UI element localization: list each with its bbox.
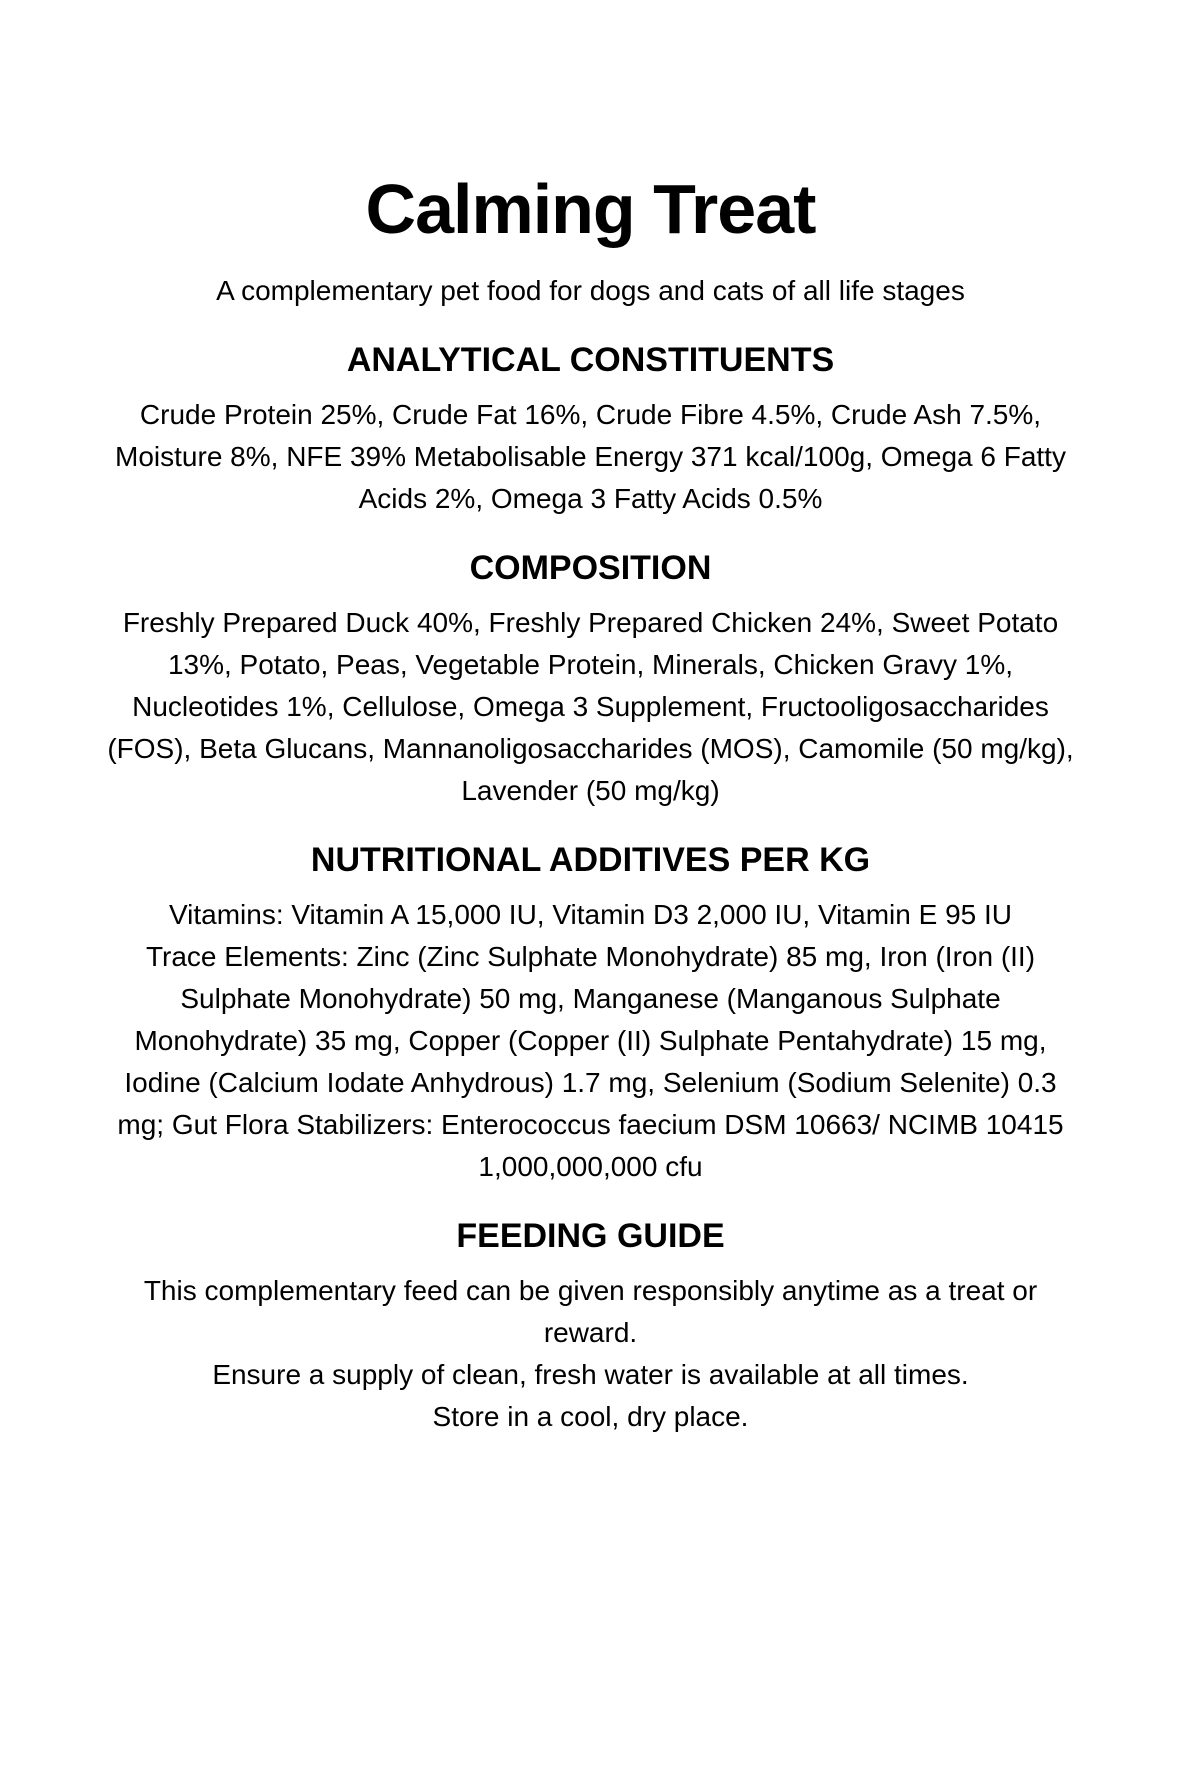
section-analytical-constituents (103, 338, 1078, 520)
analytical-constituents-body (103, 394, 1078, 520)
composition-body (103, 602, 1078, 812)
feeding-guide-treat-text: This complementary feed can be given responsibly anytime as a treat or reward. (143, 1275, 1038, 1349)
nutritional-additives-body (103, 894, 1078, 1188)
page-title: Calming Treat (365, 170, 816, 248)
composition-heading: COMPOSITION (469, 548, 712, 587)
feeding-guide-water-text: Ensure a supply of clean, fresh water is available at all times. (212, 1359, 969, 1391)
section-nutritional-additives (103, 838, 1078, 1188)
feeding-guide-storage-text: Store in a cool, dry place. (432, 1401, 749, 1433)
trace-elements-text: Trace Elements: Zinc (Zinc Sulphate Monohydrate) 85 mg, Iron (Iron (II) Sulphate Monohydrate) 50 mg, Manganese (Manganous Sulphate Monohydrate) 35 mg, Copper (Copper (II) Sulphate Pentahydrate) 15 mg, Iodine (Calcium Iodate Anhydrous) 1.7 mg, Selenium (Sodium Selenite) 0.3 mg; Gut Flora Stabilizers: Enterococcus faecium DSM 10663/ NCIMB 10415 1,000,000,000 cfu (117, 941, 1064, 1183)
feeding-guide-body (103, 1270, 1078, 1438)
page-subtitle: A complementary pet food for dogs and cats of all life stages (216, 274, 965, 306)
nutritional-additives-heading: NUTRITIONAL ADDITIVES PER KG (310, 840, 871, 879)
section-feeding-guide (103, 1214, 1078, 1438)
label-content (103, 0, 1078, 1438)
analytical-constituents-text: Crude Protein 25%, Crude Fat 16%, Crude Fibre 4.5%, Crude Ash 7.5%, Moisture 8%, NFE 39% Metabolisable Energy 371 kcal/100g, Omega 6 Fatty Acids 2%, Omega 3 Fatty Acids 0.5% (115, 398, 1066, 514)
analytical-constituents-heading: ANALYTICAL CONSTITUENTS (346, 340, 835, 379)
feeding-guide-heading: FEEDING GUIDE (456, 1217, 725, 1256)
vitamins-text: Vitamins: Vitamin A 15,000 IU, Vitamin D3 2,000 IU, Vitamin E 95 IU (168, 899, 1013, 931)
section-composition (103, 546, 1078, 812)
composition-text: Freshly Prepared Duck 40%, Freshly Prepared Chicken 24%, Sweet Potato 13%, Potato, Peas, Vegetable Protein, Minerals, Chicken Gravy 1%, Nucleotides 1%, Cellulose, Omega 3 Supplement, Fructooligosaccharides (FOS), Beta Glucans, Mannanoligosaccharides (MOS), Camomile (50 mg/kg), Lavender (50 mg/kg) (107, 606, 1074, 806)
